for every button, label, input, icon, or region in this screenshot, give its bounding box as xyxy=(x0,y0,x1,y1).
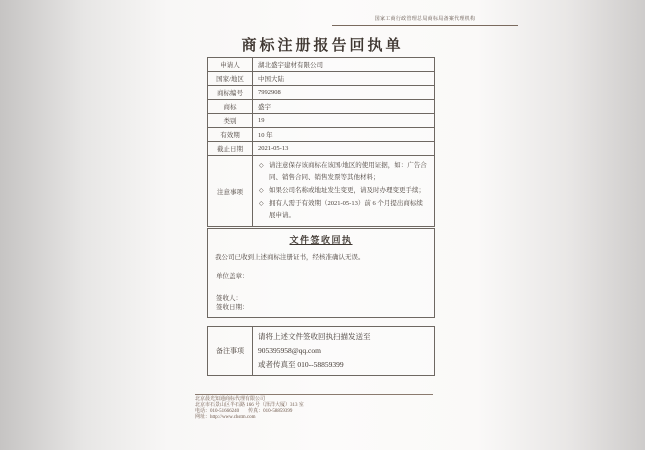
remarks-table xyxy=(207,326,435,376)
row-label: 申请人 xyxy=(208,58,253,71)
footer-fax: 传真：010-58859399 xyxy=(248,409,293,414)
remarks-label: 备注事项 xyxy=(208,327,253,375)
table-row-class xyxy=(208,114,434,128)
row-value: 中国大陆 xyxy=(258,76,284,83)
table-row-trademark-name xyxy=(208,100,434,114)
note-item xyxy=(258,185,429,197)
row-value: 19 xyxy=(258,117,265,124)
agency-footer xyxy=(195,394,433,421)
sign-date-label: 签收日期： xyxy=(216,304,249,311)
table-row-country xyxy=(208,72,434,86)
table-row-validity xyxy=(208,128,434,142)
receipt-statement: 我公司已收到上述商标注册证书，经核准确认无误。 xyxy=(215,254,365,261)
row-value: 2021-05-13 xyxy=(258,145,289,152)
row-label: 商标 xyxy=(208,100,253,113)
row-label: 有效期 xyxy=(208,128,253,141)
table-row-notes xyxy=(208,156,434,226)
table-row-expiry-date xyxy=(208,142,434,156)
trademark-info-table xyxy=(207,57,435,227)
row-value: 湖北盛宇建材有限公司 xyxy=(258,62,323,69)
receipt-section-title: 文件签收回执 xyxy=(289,235,353,245)
diamond-bullet-icon: ◇ xyxy=(259,188,264,194)
row-label: 商标编号 xyxy=(208,86,253,99)
row-value: 10 年 xyxy=(258,132,273,139)
table-row-applicant xyxy=(208,58,434,72)
row-value: 7992908 xyxy=(258,89,281,96)
remarks-text xyxy=(253,327,434,375)
note-item xyxy=(258,160,429,184)
footer-address: 北京市石景山区半石路 166 号（泽洋大厦）313 室 xyxy=(195,403,304,408)
remarks-line-2: 或者传真至 010--58859399 xyxy=(258,360,344,369)
diamond-bullet-icon: ◇ xyxy=(259,163,264,169)
footer-phone: 电话：010-51666240 xyxy=(195,409,240,414)
table-row-trademark-number xyxy=(208,86,434,100)
diamond-bullet-icon: ◇ xyxy=(259,201,264,207)
footer-company-name: 北京晨光知通商标代理有限公司 xyxy=(195,397,266,402)
note-text: 请注意保存该商标在该国/地区的使用证据，如：广告合同、销售合同、销售发票等其他材料； xyxy=(269,162,427,181)
note-text: 如果公司名称或地址发生变更，请及时办理变更手续； xyxy=(269,187,425,194)
notes-list xyxy=(253,156,434,226)
document-receipt-section xyxy=(207,228,435,318)
note-text: 拥有人需于有效期（2021-05-13）前 6 个月提出商标续展申请。 xyxy=(269,200,423,219)
page-title: 商标注册报告回执单 xyxy=(241,38,404,54)
footer-website: 网址：http://www.chstm.com xyxy=(195,415,256,420)
signer-label: 签收人： xyxy=(216,295,242,302)
row-label: 国家/地区 xyxy=(208,72,253,85)
note-item xyxy=(258,198,429,222)
unit-seal-label: 单位盖章： xyxy=(216,273,249,280)
remarks-line-1: 请将上述文件签收回执扫描发送至 905395958@qq.com xyxy=(258,332,371,355)
agency-filing-note: 国家工商行政管理总局商标局备案代理机构 xyxy=(332,15,518,26)
row-label: 注意事项 xyxy=(208,156,253,226)
row-label: 截止日期 xyxy=(208,142,253,155)
row-label: 类别 xyxy=(208,114,253,127)
row-value: 盛宇 xyxy=(258,104,271,111)
